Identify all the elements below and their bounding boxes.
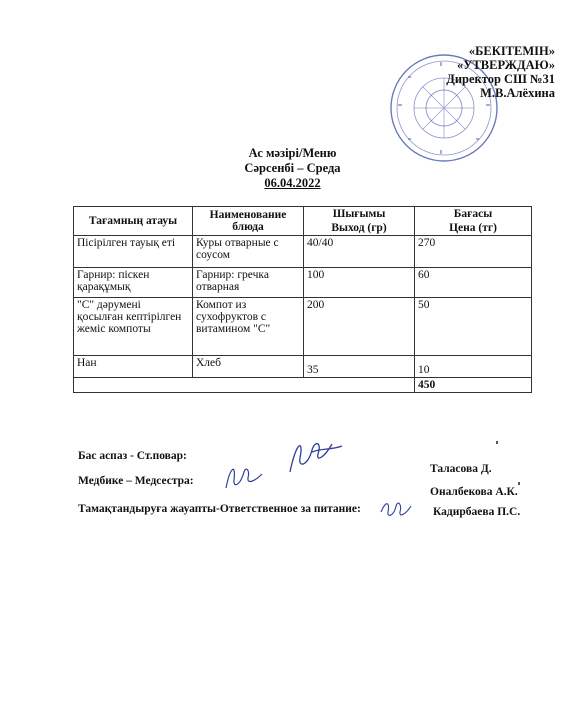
- stray-mark: [518, 482, 520, 485]
- chef-name: Таласова Д.: [430, 463, 492, 475]
- cell-output: 35: [304, 356, 415, 378]
- total-label-cell: [74, 378, 415, 393]
- cell-dish-kz: Нан: [74, 356, 193, 378]
- chef-signature: [282, 432, 346, 480]
- nurse-label: Медбике – Медсестра:: [78, 475, 194, 487]
- menu-day: Сәрсенбі – Среда: [244, 161, 341, 175]
- cell-output: 200: [304, 298, 415, 356]
- menu-date: 06.04.2022: [264, 176, 321, 190]
- cell-dish-kz: Гарнир: піскен қарақұмық: [74, 268, 193, 298]
- header-output-ru: Выход (гр): [304, 221, 415, 236]
- cell-price: 60: [415, 268, 532, 298]
- cell-total: 450: [415, 378, 532, 393]
- approval-name: М.В.Алёхина: [480, 86, 555, 100]
- cell-output: 100: [304, 268, 415, 298]
- cell-dish-kz: Пісірілген тауық еті: [74, 236, 193, 268]
- responsible-name: Кадирбаева П.С.: [433, 506, 521, 518]
- table-row: [74, 298, 532, 356]
- cell-dish-kz: "С" дәрумені қосылған кептірілген жеміс компоты: [74, 298, 193, 356]
- cell-dish-ru: Куры отварные с соусом: [193, 236, 304, 268]
- header-output-kz: Шығымы: [304, 207, 415, 222]
- menu-titles: [0, 146, 585, 191]
- header-price-ru: Цена (тг): [415, 221, 532, 236]
- table-row: [74, 236, 532, 268]
- cell-price: 10: [415, 356, 532, 378]
- header-price-kz: Бағасы: [415, 207, 532, 222]
- approval-kz: «БЕКІТЕМІН»: [468, 44, 555, 58]
- approval-block: [395, 44, 555, 100]
- table-row: [74, 268, 532, 298]
- approval-position: Директор СШ №31: [446, 72, 555, 86]
- cell-price: 50: [415, 298, 532, 356]
- nurse-name: Оналбекова А.К.: [430, 486, 518, 498]
- header-dish-ru: Наименование блюда: [193, 207, 304, 236]
- cell-output: 40/40: [304, 236, 415, 268]
- stray-mark: [496, 441, 498, 444]
- approval-ru: «УТВЕРЖДАЮ»: [457, 58, 555, 72]
- menu-title: Ас мәзірі/Меню: [248, 146, 337, 160]
- menu-table: [73, 206, 532, 393]
- table-header-row: [74, 207, 532, 222]
- cell-dish-ru: Компот из сухофруктов с витамином "С": [193, 298, 304, 356]
- responsible-label: Тамақтандыруға жауапты-Ответственное за питание:: [78, 503, 361, 515]
- chef-label: Бас аспаз - Ст.повар:: [78, 450, 187, 462]
- cell-price: 270: [415, 236, 532, 268]
- nurse-signature: [220, 456, 268, 496]
- header-dish-kz: Тағамның атауы: [74, 207, 193, 236]
- cell-dish-ru: Хлеб: [193, 356, 304, 378]
- table-row: [74, 356, 532, 378]
- table-total-row: [74, 378, 532, 393]
- cell-dish-ru: Гарнир: гречка отварная: [193, 268, 304, 298]
- responsible-signature: [378, 496, 414, 522]
